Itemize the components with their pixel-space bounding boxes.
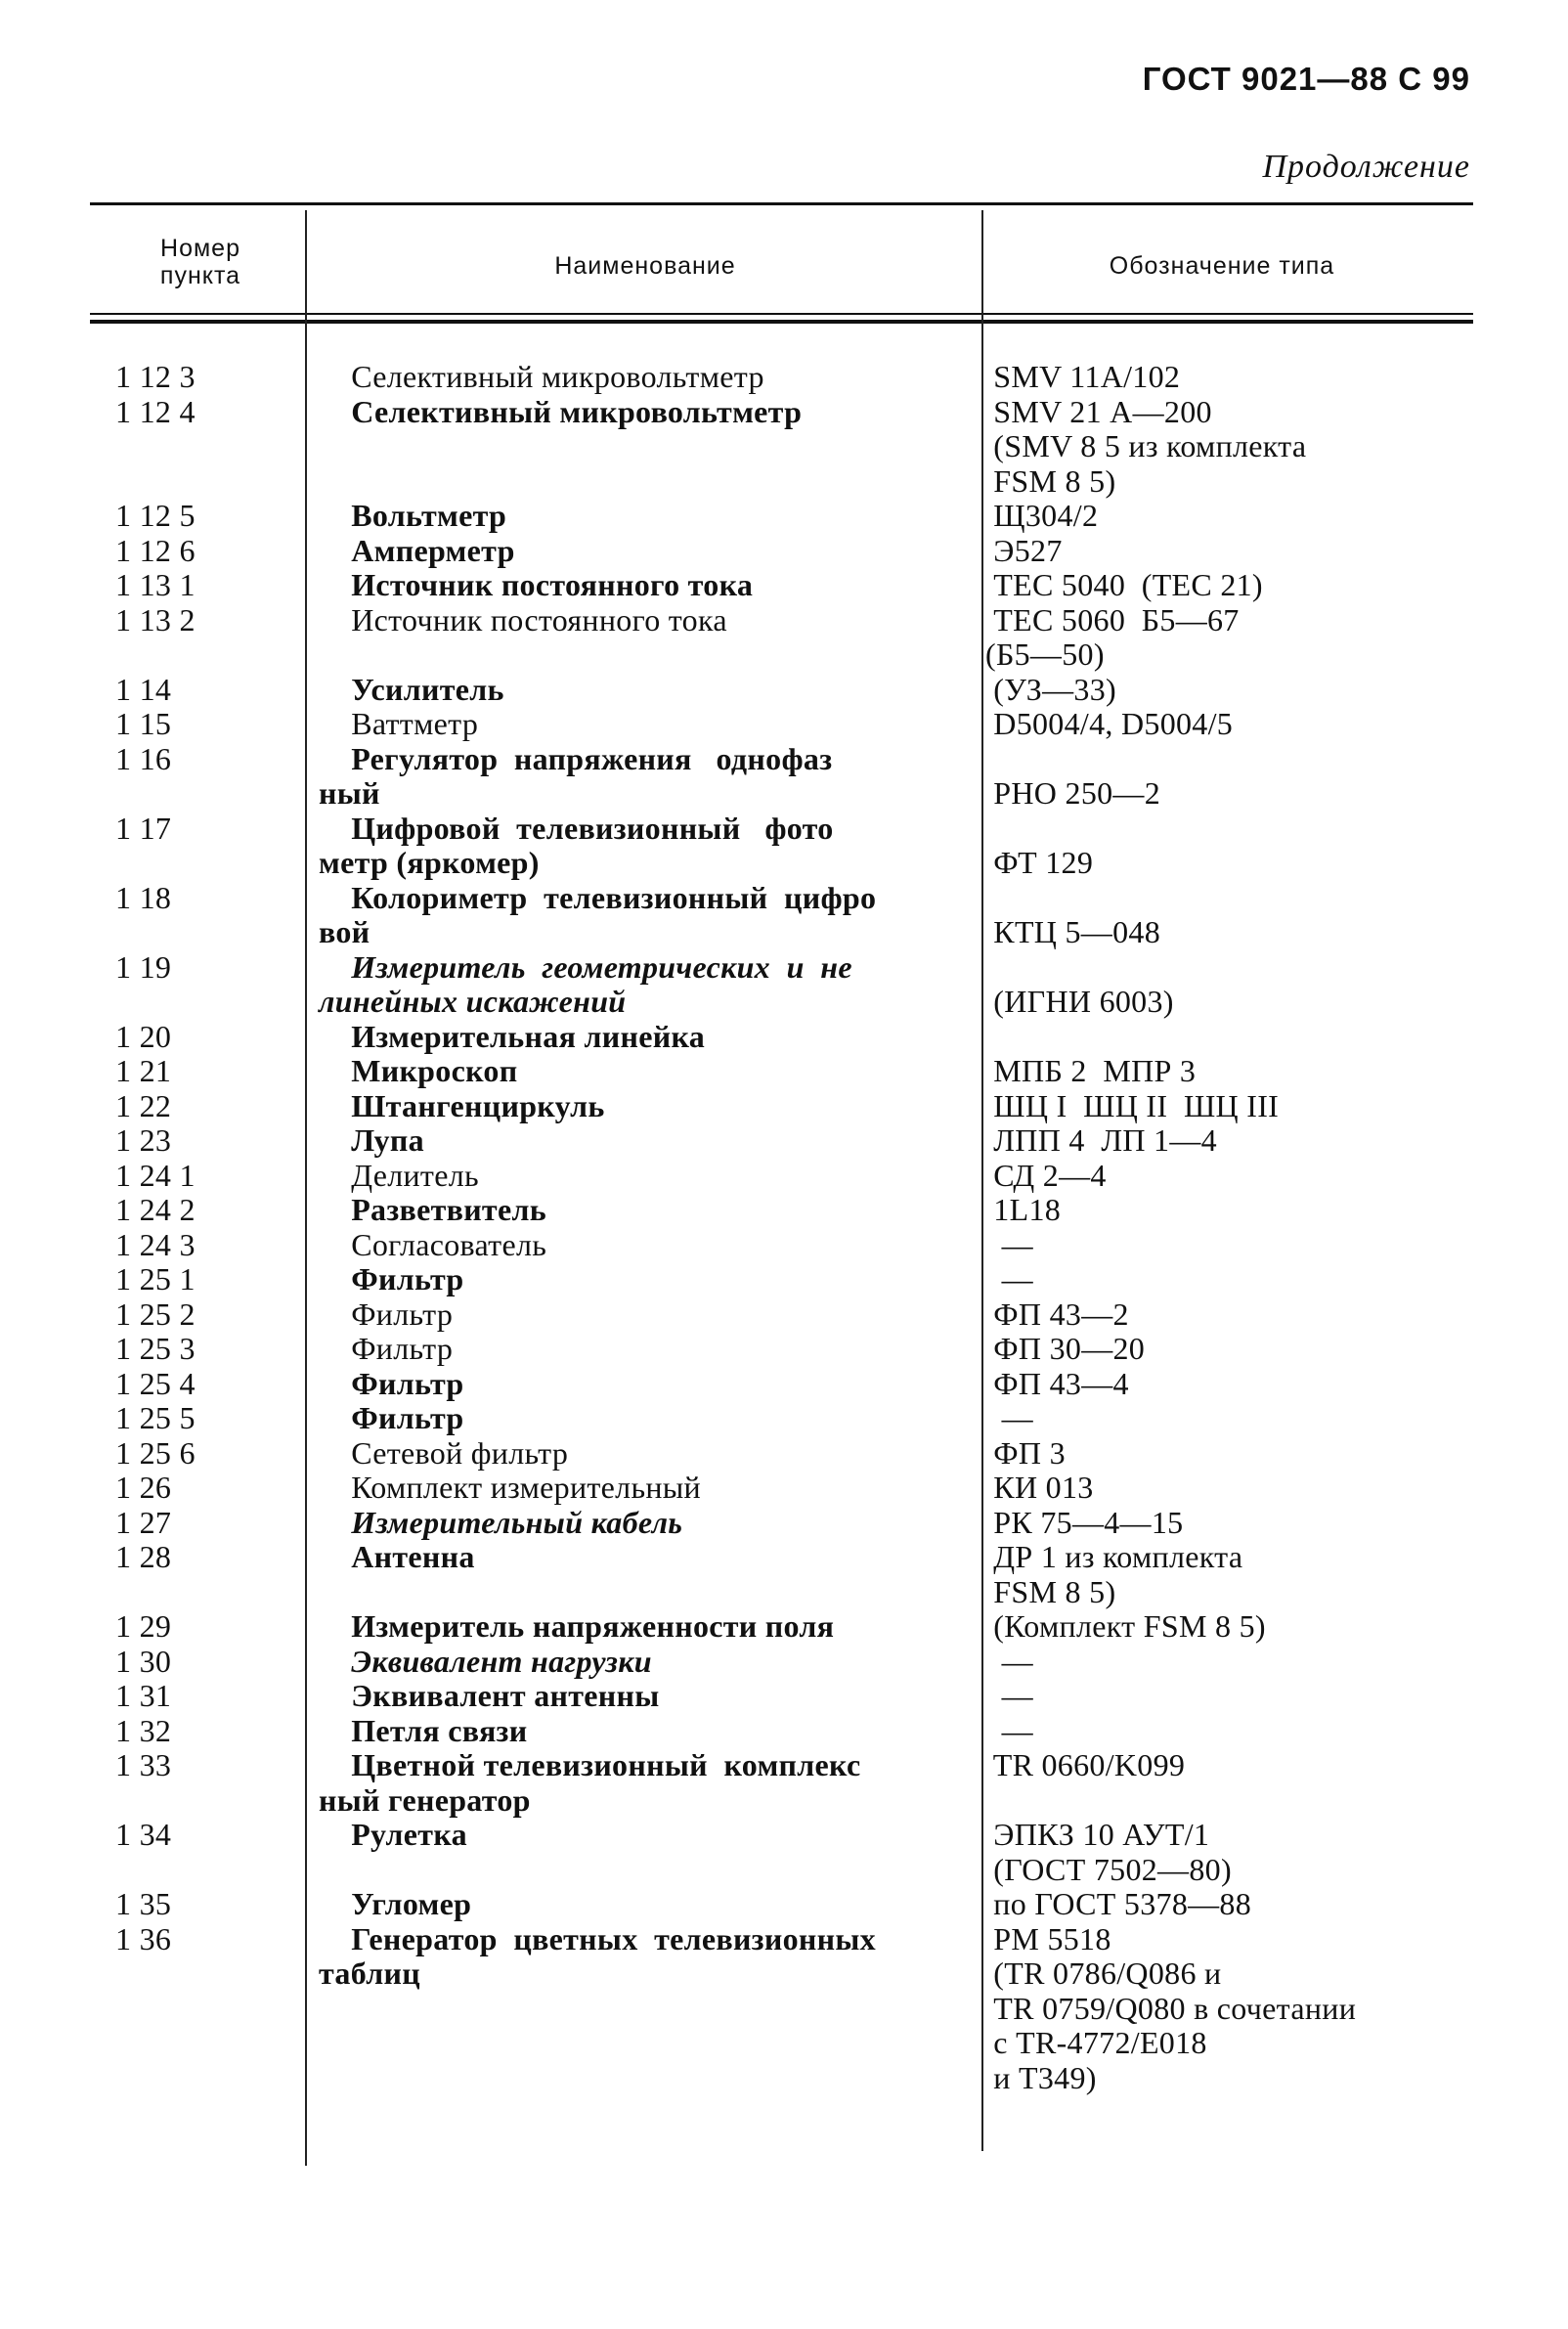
row-type-designation: МПБ 2 МПР 3	[985, 1053, 1197, 1088]
row-type-designation: TR 0660/K099	[985, 1747, 1186, 1782]
row-number: 1 24 1	[115, 1157, 196, 1193]
row-type-designation: по ГОСТ 5378—88	[985, 1886, 1252, 1921]
row-name: Селективный микровольтметр	[319, 393, 803, 429]
row-type-designation: (Комплект FSM 8 5)	[985, 1608, 1266, 1644]
table-row	[0, 1297, 1568, 1333]
row-name: Фильтр	[319, 1261, 464, 1296]
row-number: 1 21	[115, 1053, 172, 1088]
row-name: Фильтр	[319, 1365, 464, 1401]
row-number: 1 25 4	[115, 1365, 196, 1401]
row-number: 1 14	[115, 671, 172, 707]
row-type-designation: ФП 30—20	[985, 1331, 1146, 1366]
row-number: 1 22	[115, 1087, 172, 1123]
row-number: 1 23	[115, 1122, 172, 1158]
page-header: ГОСТ 9021—88 С 99	[1142, 61, 1470, 97]
row-type-designation: ЭПКЗ 10 АУТ/1 (ГОСТ 7502—80)	[993, 1817, 1232, 1887]
row-number: 1 32	[115, 1712, 172, 1748]
row-name: Цветной телевизионный комплекс ный генератор	[319, 1747, 861, 1818]
row-type-designation: —	[985, 1678, 1033, 1713]
table-row	[0, 812, 1568, 881]
row-name: Измерительная линейка	[319, 1018, 705, 1054]
row-name: Угломер	[319, 1886, 472, 1921]
table-top-rule	[90, 202, 1473, 205]
row-name: Фильтр	[319, 1331, 454, 1366]
row-type-designation: —	[985, 1226, 1033, 1262]
row-number: 1 12 4	[115, 393, 196, 429]
table-row	[0, 1748, 1568, 1818]
row-number: 1 27	[115, 1504, 172, 1540]
row-type-designation: (ИГНИ 6003)	[993, 984, 1174, 1019]
header-bottom-rule	[90, 313, 1473, 315]
row-name: Антенна	[319, 1539, 475, 1574]
row-number: 1 33	[115, 1747, 172, 1782]
row-name: Лупа	[319, 1122, 424, 1158]
header-bottom-rule-2	[90, 320, 1473, 324]
row-number: 1 17	[115, 810, 172, 846]
row-type-designation: ЛПП 4 ЛП 1—4	[985, 1122, 1217, 1158]
row-type-designation: —	[985, 1643, 1033, 1679]
row-number: 1 12 3	[115, 359, 196, 394]
row-type-designation: ШЦ I ШЦ II ШЦ III	[985, 1087, 1280, 1123]
table-row	[0, 1020, 1568, 1055]
row-number: 1 25 5	[115, 1400, 196, 1435]
row-name: Регулятор напряжения однофаз ный	[319, 740, 833, 811]
row-name: Ваттметр	[319, 706, 479, 741]
row-type-designation: ФТ 129	[993, 845, 1094, 880]
table-row	[0, 742, 1568, 812]
row-number: 1 25 6	[115, 1434, 196, 1471]
row-number: 1 28	[115, 1539, 172, 1574]
table-row	[0, 1054, 1568, 1089]
row-type-designation: КИ 013	[985, 1470, 1094, 1505]
table-row	[0, 1679, 1568, 1714]
table-row	[0, 1228, 1568, 1263]
row-name: Петля связи	[319, 1712, 528, 1748]
row-number: 1 26	[115, 1470, 172, 1505]
row-type-designation: ФП 43—2	[985, 1296, 1129, 1332]
table-row	[0, 1471, 1568, 1506]
row-number: 1 31	[115, 1678, 172, 1713]
table-row	[0, 881, 1568, 950]
row-name: Разветвитель	[319, 1192, 546, 1227]
table-row	[0, 1887, 1568, 1922]
table-row	[0, 1436, 1568, 1472]
table-row	[0, 395, 1568, 500]
table-row	[0, 1159, 1568, 1194]
table-row	[0, 534, 1568, 569]
row-number: 1 18	[115, 879, 172, 915]
row-name: Усилитель	[319, 671, 504, 707]
row-name: Амперметр	[319, 532, 515, 568]
row-name: Измерительный кабель	[319, 1504, 683, 1540]
row-name: Генератор цветных телевизионных таблиц	[319, 1920, 876, 1991]
row-name: Комплект измерительный	[319, 1470, 701, 1505]
row-type-designation: КТЦ 5—048	[993, 914, 1160, 949]
row-name: Рулетка	[319, 1817, 467, 1852]
row-type-designation: (УЗ—33)	[985, 671, 1116, 707]
row-name: Цифровой телевизионный фото метр (яркомер)	[319, 810, 834, 880]
table-row	[0, 499, 1568, 534]
row-name: Эквивалент антенны	[319, 1678, 660, 1713]
row-name: Измеритель напряженности поля	[319, 1608, 835, 1644]
row-name: Вольтметр	[319, 498, 507, 533]
row-number: 1 29	[115, 1608, 172, 1644]
row-number: 1 15	[115, 706, 172, 741]
row-number: 1 36	[115, 1920, 172, 1956]
table-row	[0, 1645, 1568, 1680]
table-row	[0, 1262, 1568, 1297]
row-name: Фильтр	[319, 1296, 454, 1332]
continuation-label: Продолжение	[1262, 149, 1470, 185]
row-type-designation: Э527	[985, 532, 1063, 568]
table-row	[0, 1540, 1568, 1609]
row-name: Фильтр	[319, 1400, 464, 1435]
table-row	[0, 673, 1568, 708]
column-header-type: Обозначение типа	[1109, 252, 1335, 280]
table-row	[0, 1714, 1568, 1749]
row-type-designation: РНО 250—2	[993, 775, 1161, 811]
table-row	[0, 1193, 1568, 1228]
row-name: Источник постоянного тока	[319, 601, 727, 637]
row-type-designation: —	[985, 1712, 1033, 1748]
table-row	[0, 1818, 1568, 1887]
row-name: Селективный микровольтметр	[319, 359, 764, 394]
table-row	[0, 360, 1568, 395]
row-type-designation: 1L18	[985, 1192, 1062, 1227]
table-row	[0, 1401, 1568, 1436]
row-name: Микроскоп	[319, 1053, 518, 1088]
row-name: Источник постоянного тока	[319, 567, 754, 602]
row-type-designation: PM 5518 (TR 0786/Q086 и TR 0759/Q080 в сочетании с TR-4772/E018 и T349)	[993, 1920, 1357, 2095]
row-type-designation: ТЕС 5060 Б5—67 (Б5—50)	[985, 601, 1240, 672]
row-number: 1 13 2	[115, 601, 196, 637]
table-row	[0, 1506, 1568, 1541]
table-row	[0, 603, 1568, 673]
row-number: 1 25 1	[115, 1261, 196, 1296]
row-number: 1 19	[115, 948, 172, 985]
row-number: 1 24 3	[115, 1226, 196, 1262]
row-name: Измеритель геометрических и не линейных искажений	[319, 948, 852, 1019]
row-number: 1 12 5	[115, 498, 196, 533]
row-number: 1 16	[115, 740, 172, 776]
row-name: Штангенциркуль	[319, 1087, 605, 1123]
row-number: 1 25 2	[115, 1296, 196, 1332]
row-number: 1 12 6	[115, 532, 196, 568]
table-row	[0, 950, 1568, 1020]
row-name: Эквивалент нагрузки	[319, 1643, 652, 1679]
row-type-designation: ДР 1 из комплекта FSM 8 5)	[993, 1539, 1243, 1609]
row-number: 1 35	[115, 1886, 172, 1921]
row-type-designation: ФП 43—4	[985, 1365, 1129, 1401]
row-name: Согласователь	[319, 1226, 547, 1262]
row-type-designation: ФП 3	[985, 1434, 1066, 1471]
row-name: Сетевой фильтр	[319, 1434, 569, 1471]
table-row	[0, 1922, 1568, 2096]
row-type-designation: РК 75—4—15	[985, 1504, 1184, 1540]
row-number: 1 13 1	[115, 567, 196, 602]
row-type-designation: Щ304/2	[985, 498, 1099, 533]
row-type-designation: —	[985, 1261, 1033, 1296]
table-row	[0, 1367, 1568, 1402]
table-row	[0, 1609, 1568, 1645]
row-number: 1 25 3	[115, 1331, 196, 1366]
row-name: Делитель	[319, 1157, 479, 1193]
table-row	[0, 707, 1568, 742]
table-row	[0, 568, 1568, 603]
row-number: 1 20	[115, 1018, 172, 1054]
row-number: 1 24 2	[115, 1192, 196, 1227]
row-type-designation: —	[985, 1400, 1033, 1435]
column-header-number: Номер пункта	[159, 235, 241, 289]
row-number: 1 34	[115, 1817, 172, 1852]
row-type-designation: SMV 21 А—200 (SMV 8 5 из комплекта FSM 8 5)	[993, 393, 1307, 499]
table-row	[0, 1332, 1568, 1367]
row-type-designation: D5004/4, D5004/5	[985, 706, 1234, 741]
row-name: Колориметр телевизионный цифро вой	[319, 879, 877, 949]
row-type-designation: SMV 11А/102	[985, 359, 1181, 394]
table-row	[0, 1123, 1568, 1159]
row-type-designation: ТЕС 5040 (ТЕС 21)	[985, 567, 1263, 602]
table-row	[0, 1089, 1568, 1124]
column-header-name: Наименование	[554, 252, 736, 280]
row-type-designation: СД 2—4	[985, 1157, 1107, 1193]
row-number: 1 30	[115, 1643, 172, 1679]
